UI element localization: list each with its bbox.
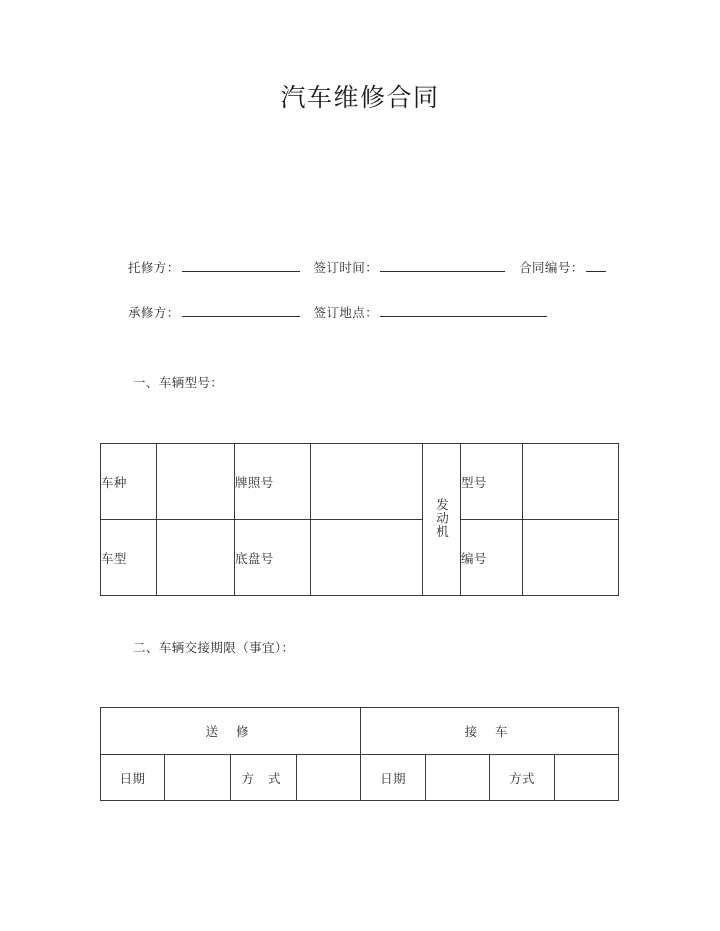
send-date-label: 日期 bbox=[101, 755, 165, 801]
vehicle-category-value[interactable] bbox=[157, 444, 235, 520]
receive-date-value[interactable] bbox=[426, 755, 490, 801]
table-row bbox=[101, 444, 619, 520]
engine-model-value[interactable] bbox=[523, 444, 619, 520]
contract-meta-row-1 bbox=[128, 258, 608, 276]
plate-number-label: 牌照号 bbox=[235, 444, 311, 520]
header-pick-up-vehicle: 接 车 bbox=[361, 708, 619, 755]
vehicle-type-value[interactable] bbox=[157, 520, 235, 596]
plate-number-value[interactable] bbox=[311, 444, 423, 520]
section-heading-vehicle-model: 一、车辆型号： bbox=[133, 375, 224, 390]
vehicle-category-label: 车种 bbox=[101, 444, 157, 520]
handover-table bbox=[100, 707, 619, 801]
signing-date-label: 签订时间： bbox=[313, 260, 379, 275]
contract-number-label: 合同编号： bbox=[519, 260, 584, 275]
receive-method-label: 方式 bbox=[490, 755, 555, 801]
chassis-number-label: 底盘号 bbox=[235, 520, 311, 596]
send-method-label: 方 式 bbox=[231, 755, 297, 801]
repair-party-label: 承修方： bbox=[128, 305, 180, 320]
chassis-number-value[interactable] bbox=[311, 520, 423, 596]
header-send-for-repair: 送 修 bbox=[101, 708, 361, 755]
engine-model-label: 型号 bbox=[461, 444, 523, 520]
send-method-value[interactable] bbox=[297, 755, 361, 801]
signing-place-label: 签订地点： bbox=[313, 305, 379, 320]
table-header-row bbox=[101, 708, 619, 755]
vehicle-model-table bbox=[100, 443, 619, 596]
table-row bbox=[101, 755, 619, 801]
table-row bbox=[101, 520, 619, 596]
engine-label-vertical: 发动机 bbox=[434, 497, 450, 539]
contract-meta-row-2 bbox=[128, 303, 549, 321]
signing-place-input[interactable] bbox=[380, 303, 547, 317]
page-title: 汽车维修合同 bbox=[280, 83, 440, 112]
engine-serial-label: 编号 bbox=[461, 520, 523, 596]
send-date-value[interactable] bbox=[165, 755, 231, 801]
receive-date-label: 日期 bbox=[361, 755, 426, 801]
entrusting-party-input[interactable] bbox=[182, 258, 300, 272]
contract-number-input[interactable] bbox=[586, 258, 606, 272]
entrusting-party-label: 托修方： bbox=[128, 260, 180, 275]
vehicle-type-label: 车型 bbox=[101, 520, 157, 596]
engine-group-label bbox=[423, 444, 461, 596]
repair-party-input[interactable] bbox=[182, 303, 300, 317]
receive-method-value[interactable] bbox=[555, 755, 619, 801]
section-heading-handover-terms: 二、车辆交接期限（事宜）： bbox=[133, 640, 295, 655]
signing-date-input[interactable] bbox=[380, 258, 505, 272]
engine-serial-value[interactable] bbox=[523, 520, 619, 596]
